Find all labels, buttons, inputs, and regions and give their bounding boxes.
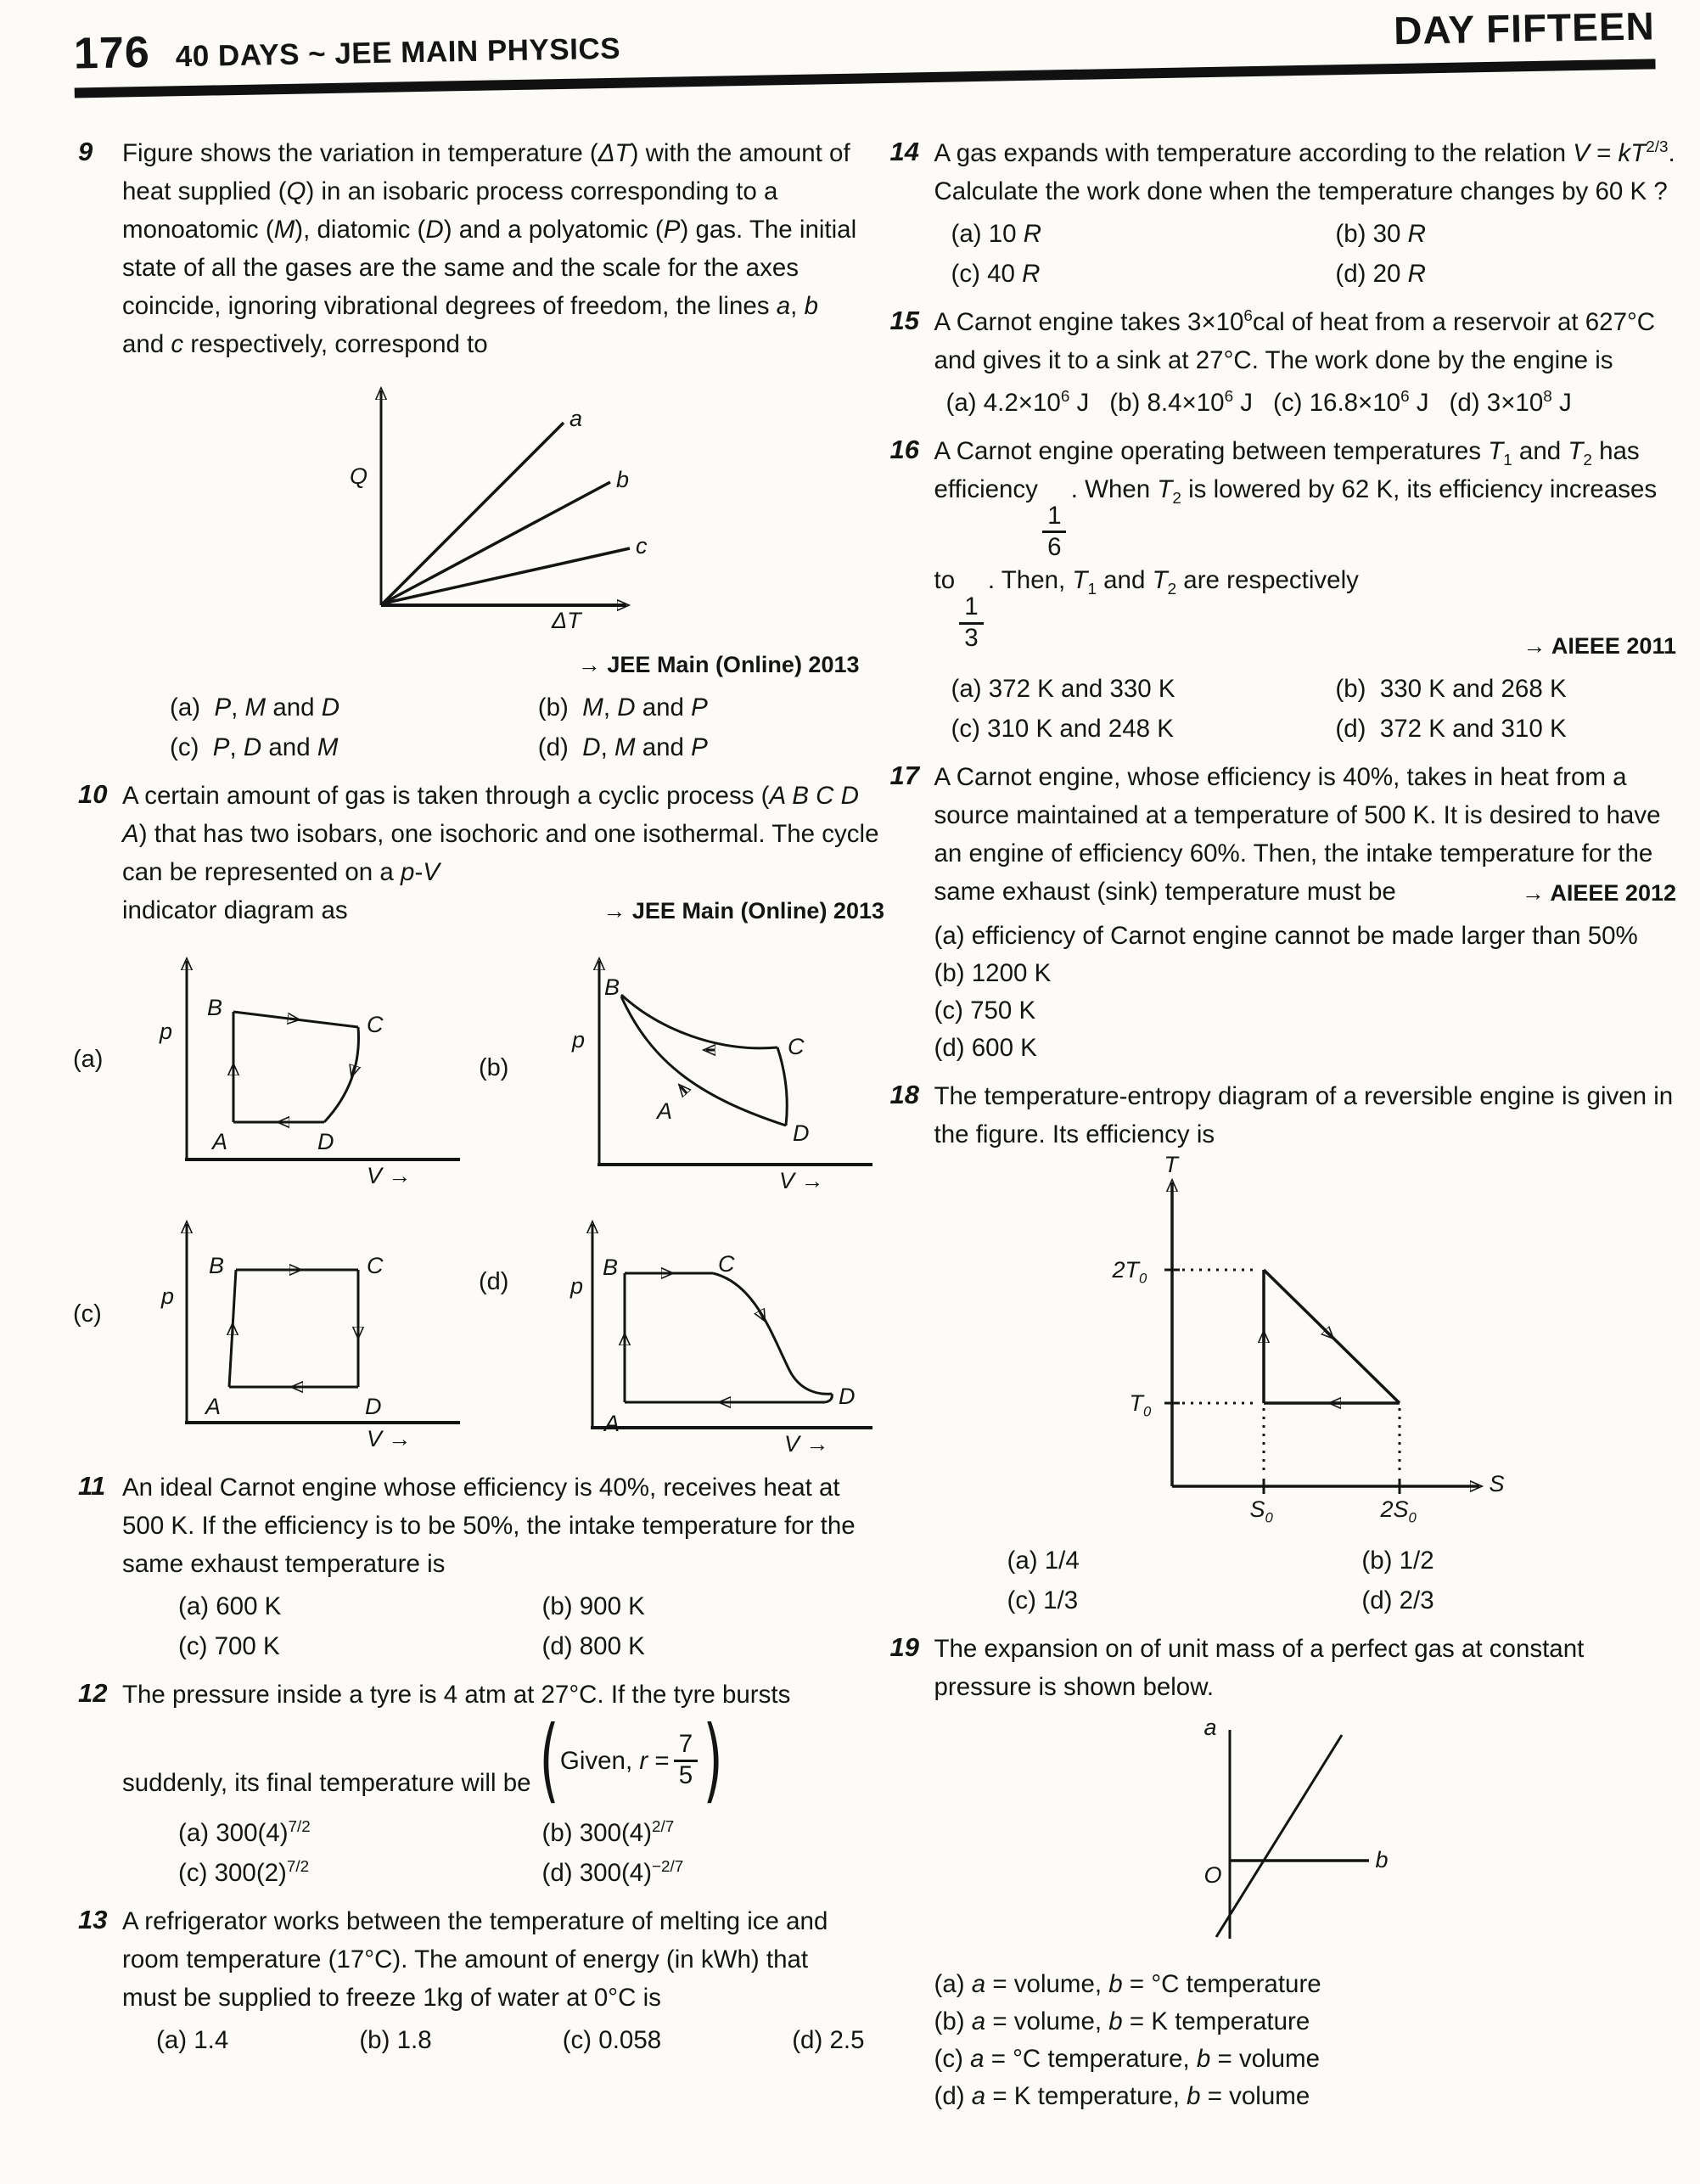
question-text: A certain amount of gas is taken through a cyclic process (A B C D A) that has two isobars, one isochoric and one isothermal. The cycle can be represented on a p-V: [122, 782, 879, 886]
point-D: D: [793, 1120, 810, 1146]
book-title: 40 DAYS ~ JEE MAIN PHYSICS: [175, 31, 621, 74]
option-b: (b) 900 K: [541, 1592, 645, 1620]
option-b: (b) $8.4\times 10^6$ J: [1109, 387, 1254, 417]
figure-q9-graph: [267, 363, 691, 643]
option-d: (d) 2.5: [792, 2025, 865, 2054]
p-axis-label: p: [572, 1027, 586, 1053]
pv-diagram-d: [533, 1200, 884, 1455]
option-a: (a) a = volume, b = °C temperature: [934, 1970, 1321, 1999]
figure-q10-d: [479, 1200, 884, 1455]
option-a: (a) 1.4: [156, 2025, 229, 2054]
given-expression: [538, 1707, 725, 1813]
p-axis-label: p: [570, 1273, 584, 1299]
option-b: (b) 30 R: [1335, 220, 1426, 248]
left-column: [73, 134, 884, 2125]
option-b: (b) M, D and P: [537, 693, 708, 721]
v-axis-label: V →: [367, 1426, 412, 1451]
question-text: A Carnot engine takes $3\times 10^6cal$ of heat from a reservoir at 627°C and gives it to a sink at 27°C. The work done by the engine is: [934, 306, 1656, 374]
option-b: (b) 1.8: [359, 2025, 432, 2054]
left-paren: (: [539, 1707, 559, 1813]
q10-tag-a: (a): [73, 1046, 104, 1073]
right-paren: ): [703, 1707, 724, 1813]
point-A: A: [205, 1394, 222, 1419]
option-d: (d) 2/3: [1361, 1586, 1434, 1615]
question-number: 10: [78, 779, 108, 809]
question-number: 17: [889, 761, 919, 791]
option-b: (b) 1200 K: [934, 959, 1052, 988]
option-a: (a) $300(4)^{7/2}$: [178, 1816, 311, 1847]
question-12: [78, 1676, 865, 1892]
question-text: A Carnot engine operating between temperatures $T_1$ and $T_2$ has efficiency: [934, 437, 1640, 503]
question-text: Figure shows the variation in temperature (ΔT) with the amount of heat supplied (Q) in an isobaric process corresponding to a monoatomic (M), diatomic (D) and a polyatomic (P) gas. The initial state of all the gases are the same and the scale for the axes coincide, ignoring vibrational degrees of freedom, the lines a, b and c respectively, correspond to: [122, 139, 857, 358]
point-A: A: [657, 1098, 673, 1124]
point-C: C: [788, 1034, 805, 1059]
option-b: (b) a = volume, b = K temperature: [934, 2007, 1310, 2036]
option-d: (d) a = K temperature, b = volume: [934, 2082, 1310, 2111]
option-a: (a) P, M and D: [170, 693, 340, 721]
question-17: [890, 758, 1677, 1067]
given-label: Given, r =: [559, 1746, 670, 1775]
figure-q10-c: [73, 1200, 479, 1455]
q9-x-axis-label: ΔT: [552, 608, 581, 633]
option-b: (b) 1/2: [1361, 1547, 1434, 1575]
question-text: A gas expands with temperature according to the relation $V = kT^{2/3}$. Calculate the work done when the temperature changes by 60 K ?: [934, 138, 1675, 205]
option-c: (c) $16.8\times 10^6$ J: [1273, 387, 1429, 417]
question-text: The pressure inside a tyre is 4 atm at 27°C. If the tyre bursts suddenly, its final temperature will be: [122, 1681, 791, 1797]
q9-line-a: [383, 423, 564, 604]
option-d: (d) 372 K and 310 K: [1335, 715, 1567, 744]
tick-S0: $S_0$: [1249, 1496, 1273, 1526]
tick-T0: $T_0$: [1129, 1390, 1152, 1420]
option-a: (a) $4.2\times 10^6$ J: [945, 387, 1090, 417]
pv-diagram-b: [533, 937, 884, 1192]
option-a: (a) 1/4: [1007, 1547, 1080, 1575]
point-D: D: [839, 1384, 856, 1409]
fraction: $\frac{7}{5}$: [674, 1732, 698, 1789]
option-d: (d) D, M and P: [537, 733, 708, 761]
q9-label-c: c: [636, 533, 648, 559]
option-d: (d) 800 K: [541, 1632, 645, 1660]
question-10: [73, 777, 884, 1458]
source-tag: → JEE Main (Online) 2013: [603, 898, 884, 924]
day-title: DAY FIFTEEN: [1393, 3, 1656, 53]
question-9: [78, 134, 865, 766]
option-a: (a) efficiency of Carnot engine cannot be made larger than 50%: [934, 922, 1638, 951]
q10-tag-d: (d): [479, 1268, 509, 1295]
figure-q10-b: [479, 937, 884, 1192]
option-a: (a) 372 K and 330 K: [951, 675, 1175, 704]
question-text: An ideal Carnot engine whose efficiency is 40%, receives heat at 500 K. If the efficiency is to be 50%, the intake temperature for the same exhaust temperature is: [122, 1474, 856, 1578]
point-D: D: [317, 1129, 334, 1154]
tick-2T0: $2T_0$: [1112, 1257, 1147, 1287]
figure-q10-a: [73, 937, 479, 1192]
question-number: 14: [889, 137, 919, 166]
question-16: [890, 432, 1677, 748]
ts-diagram: [1045, 1154, 1520, 1526]
fraction: $\frac{1}{6}$: [1042, 503, 1066, 561]
question-text: . Then, $T_1$ and $T_2$ are respectively: [987, 566, 1359, 598]
point-C: C: [367, 1012, 384, 1037]
question-19: [890, 1630, 1677, 2115]
right-column: [890, 134, 1677, 2125]
q19-graph: [1087, 1706, 1401, 1952]
option-c: (c) 310 K and 248 K: [951, 715, 1174, 744]
question-text: The temperature-entropy diagram of a reversible engine is given in the figure. Its efficiency is: [934, 1082, 1674, 1149]
q9-qt-graph: [267, 363, 691, 626]
option-c: (c) $300(2)^{7/2}$: [178, 1856, 310, 1887]
question-number: 9: [78, 137, 93, 166]
question-number: 12: [78, 1678, 108, 1708]
option-d: (d) $3\times 10^8$ J: [1449, 387, 1572, 417]
option-c: (c) 0.058: [562, 2025, 662, 2054]
point-A: A: [212, 1129, 228, 1154]
question-number: 13: [78, 1904, 108, 1934]
s-axis-label: S: [1489, 1471, 1505, 1497]
q19-label-a: a: [1203, 1715, 1217, 1741]
point-B: B: [207, 995, 223, 1020]
option-c: (c) 700 K: [178, 1632, 280, 1660]
point-B: B: [604, 974, 620, 1000]
source-tag: → AIEEE 2012: [1521, 880, 1676, 907]
q19-label-O: O: [1203, 1862, 1222, 1889]
source-tag: → JEE Main (Online) 2013: [577, 652, 860, 677]
v-axis-label: V →: [367, 1163, 412, 1188]
tick-2S0: $2S_0$: [1380, 1496, 1417, 1526]
option-d: (d) 600 K: [934, 1034, 1037, 1063]
question-number: 18: [889, 1080, 919, 1110]
question-text-cont: indicator diagram as: [122, 896, 348, 924]
option-b: (b) $300(4)^{2/7}$: [541, 1816, 675, 1847]
question-18: [890, 1077, 1677, 1620]
v-axis-label: V →: [779, 1168, 824, 1193]
q9-label-a: a: [569, 406, 583, 431]
page-number: 176: [73, 27, 151, 79]
pv-diagram-c: [127, 1200, 479, 1455]
question-text: A Carnot engine, whose efficiency is 40%, takes in heat from a source maintained at a temperature of 500 K. It is desired to have an engine of efficiency 60%. Then, the intake temperature for the same exhaust (sink) temperature must be: [934, 763, 1661, 907]
source-tag: → AIEEE 2011: [1523, 633, 1676, 660]
question-number: 11: [78, 1471, 106, 1501]
q9-line-c: [383, 548, 630, 604]
v-axis-label: V →: [784, 1431, 829, 1457]
question-13: [78, 1902, 865, 2059]
option-d: (d) $300(4)^{-2/7}$: [541, 1856, 684, 1887]
question-text: . When $T_2$ is lowered by 62 K, its efficiency increases to: [934, 475, 1658, 595]
option-c: (c) 1/3: [1007, 1586, 1079, 1615]
question-text: A refrigerator works between the temperature of melting ice and room temperature (17°C). The amount of energy (in kWh) that must be supplied to freeze 1kg of water at 0°C is: [122, 1906, 828, 2012]
q10-tag-c: (c): [73, 1300, 102, 1328]
fraction: $\frac{1}{3}$: [959, 594, 983, 652]
q19-label-b: b: [1375, 1847, 1389, 1873]
q9-line-b: [383, 482, 610, 604]
point-B: B: [603, 1255, 619, 1280]
q9-y-axis-label: Q: [350, 463, 368, 489]
question-number: 16: [889, 435, 919, 464]
figure-q18-ts-diagram: [1045, 1154, 1520, 1537]
question-text: The expansion on of unit mass of a perfect gas at constant pressure is shown below.: [934, 1635, 1585, 1702]
point-C: C: [718, 1251, 735, 1277]
question-14: [890, 134, 1677, 293]
page-header: [0, 0, 1700, 99]
q9-label-b: b: [616, 467, 630, 492]
point-A: A: [604, 1411, 620, 1436]
question-number: 19: [889, 1632, 919, 1663]
p-axis-label: p: [160, 1019, 173, 1044]
point-C: C: [367, 1253, 384, 1278]
option-b: (b) 330 K and 268 K: [1335, 675, 1567, 704]
q10-tag-b: (b): [479, 1054, 509, 1081]
figure-q19-graph: [1087, 1706, 1401, 1961]
option-c: (c) a = °C temperature, b = volume: [934, 2045, 1321, 2074]
pv-diagram-a: [127, 937, 479, 1192]
option-d: (d) 20 R: [1335, 260, 1426, 288]
point-D: D: [365, 1394, 382, 1419]
question-11: [78, 1468, 865, 1665]
option-a: (a) 600 K: [178, 1592, 282, 1620]
q10-figures: [73, 937, 884, 1455]
t-axis-label: T: [1164, 1152, 1178, 1178]
question-number: 15: [889, 306, 919, 335]
p-axis-label: p: [161, 1283, 175, 1309]
option-c: (c) P, D and M: [170, 733, 339, 761]
option-c: (c) 750 K: [934, 997, 1036, 1025]
option-c: (c) 40 R: [951, 260, 1041, 288]
option-a: (a) 10 R: [951, 220, 1042, 248]
question-15: [890, 303, 1677, 422]
point-B: B: [209, 1253, 225, 1278]
